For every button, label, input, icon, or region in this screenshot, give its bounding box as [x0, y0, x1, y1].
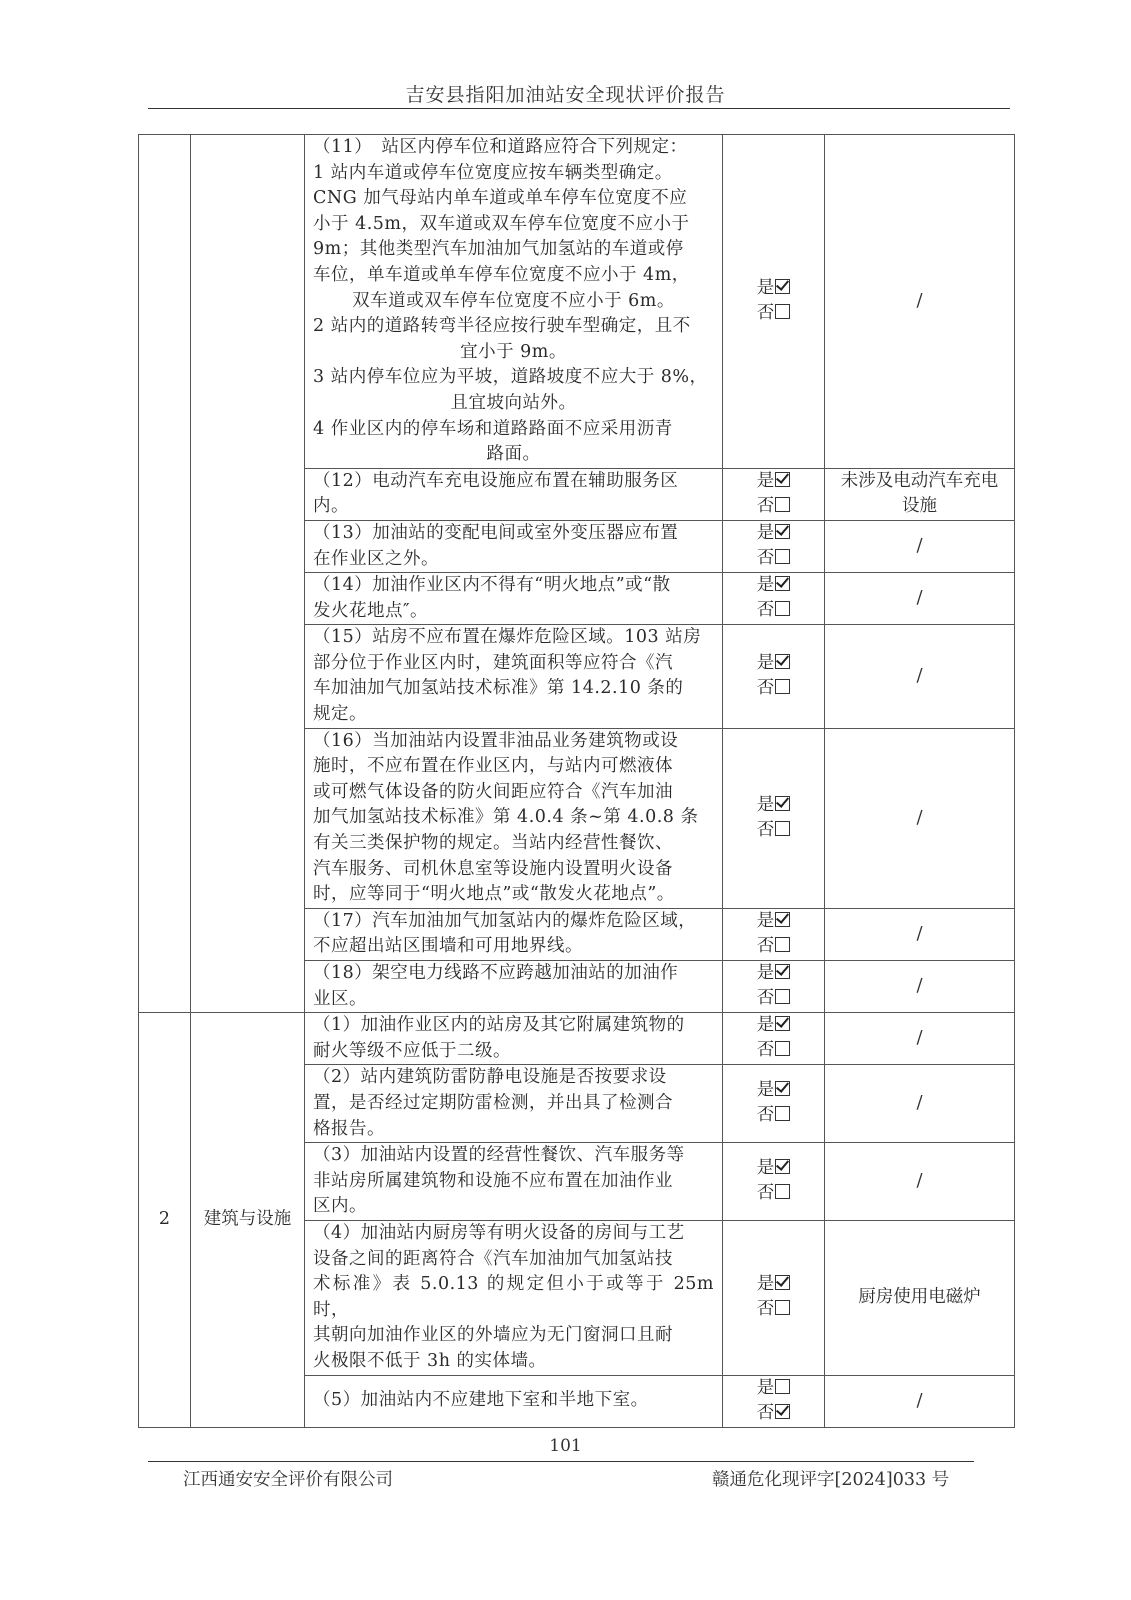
requirement-text [305, 468, 723, 520]
remark-text: / [916, 587, 923, 609]
no-option-label: 否 [756, 988, 775, 1009]
requirement-line: 双车道或双车停车位宽度不应小于 6m。 [352, 290, 675, 311]
yes-option [757, 469, 791, 494]
remark-text: / [916, 290, 923, 312]
checked-box-icon [775, 964, 790, 979]
requirement-line: 2 站内的道路转弯半径应按行驶车型确定，且不 [313, 316, 691, 337]
yes-option [757, 1156, 791, 1181]
requirement-line: 汽车服务、司机休息室等设施内设置明火设备 [313, 858, 673, 879]
yes-option [757, 1272, 791, 1297]
requirement-line: 置，是否经过定期防雷检测，并出具了检测合 [313, 1092, 673, 1113]
requirement-line: 格报告。 [313, 1118, 385, 1139]
no-option [757, 1181, 791, 1206]
checked-box-icon [775, 576, 790, 591]
remark-text: 未涉及电动汽车充电设施 [840, 470, 999, 517]
no-option-label: 否 [756, 1299, 775, 1320]
table-row [139, 135, 1015, 469]
checked-box-icon [775, 796, 790, 811]
no-option-label: 否 [756, 936, 775, 957]
checked-box-icon [775, 1404, 790, 1419]
requirement-text [305, 908, 723, 960]
no-option [757, 676, 791, 701]
no-option [757, 598, 791, 623]
empty-box-icon [775, 937, 790, 952]
yes-option-label: 是 [756, 278, 775, 299]
empty-box-icon [775, 679, 790, 694]
result-cell [723, 520, 825, 572]
no-option-label: 否 [756, 678, 775, 699]
requirement-line: 不应超出站区围墙和可用地界线。 [313, 936, 583, 957]
requirement-line: 车位，单车道或单车停车位宽度不应小于 4m， [313, 264, 690, 285]
no-option-label: 否 [756, 1402, 775, 1423]
requirement-line: （11） 站区内停车位和道路应符合下列规定： [313, 137, 688, 157]
requirement-line: （2）站内建筑防雷防静电设施是否按要求设 [313, 1067, 667, 1088]
empty-box-icon [775, 304, 790, 319]
company-name: 江西通安安全评价有限公司 [183, 1470, 393, 1490]
requirement-text [305, 573, 723, 625]
remark-cell [825, 908, 1015, 960]
yes-option [757, 1376, 791, 1401]
remark-text: / [916, 535, 923, 557]
no-option-label: 否 [756, 1105, 775, 1126]
requirement-text [305, 1013, 723, 1065]
group2-category-cell: 建筑与设施 [191, 1013, 305, 1427]
no-option-label: 否 [756, 1183, 775, 1204]
checked-box-icon [775, 524, 790, 539]
report-title: 吉安县指阳加油站安全现状评价报告 [405, 84, 726, 106]
result-cell [723, 1220, 825, 1375]
result-cell [723, 468, 825, 520]
no-option-label: 否 [756, 496, 775, 517]
requirement-line: （5）加油站内不应建地下室和半地下室。 [313, 1390, 649, 1411]
requirement-line: 小于 4.5m，双车道或双车停车位宽度不应小于 [313, 213, 690, 234]
requirement-line: 路面。 [486, 444, 541, 465]
remark-text: / [916, 1170, 923, 1192]
checked-box-icon [775, 1159, 790, 1174]
requirement-text [305, 520, 723, 572]
requirement-line: （3）加油站内设置的经营性餐饮、汽车服务等 [313, 1145, 685, 1166]
yes-option-label: 是 [756, 1377, 775, 1398]
result-cell [723, 908, 825, 960]
no-option-label: 否 [756, 303, 775, 324]
requirement-text [305, 1065, 723, 1143]
remark-cell [825, 1220, 1015, 1375]
empty-box-icon [775, 497, 790, 512]
requirement-text [305, 135, 723, 469]
remark-cell [825, 728, 1015, 908]
no-option-label: 否 [756, 600, 775, 621]
empty-box-icon [775, 1106, 790, 1121]
yes-option-label: 是 [756, 1158, 775, 1179]
remark-text: / [916, 665, 923, 687]
remark-text: / [916, 975, 923, 997]
remark-text: / [916, 923, 923, 945]
remark-text: 厨房使用电磁炉 [858, 1286, 981, 1307]
yes-option-label: 是 [756, 523, 775, 544]
no-option [757, 934, 791, 959]
no-option [757, 1038, 791, 1063]
remark-cell [825, 135, 1015, 469]
page-number: 101 [549, 1436, 582, 1456]
no-option [757, 546, 791, 571]
requirement-line: 或可燃气体设备的防火间距应符合《汽车加油 [313, 781, 673, 802]
requirement-line: 发火花地点″。 [313, 600, 429, 621]
yes-option [757, 276, 791, 301]
no-option [757, 301, 791, 326]
remark-cell [825, 961, 1015, 1013]
result-cell [723, 625, 825, 728]
requirement-line: CNG 加气母站内单车道或单车停车位宽度不应 [313, 188, 688, 209]
checked-box-icon [775, 1016, 790, 1031]
requirement-text [305, 1220, 723, 1375]
no-option [757, 1297, 791, 1322]
group1-seq-cell [139, 135, 191, 1013]
requirement-line: 宜小于 9m。 [460, 341, 567, 362]
footer-divider [148, 1461, 974, 1462]
document-number: 赣通危化现评字[2024]033 号 [712, 1470, 950, 1490]
requirement-line: 1 站内车道或停车位宽度应按车辆类型确定。 [313, 162, 673, 183]
yes-option-label: 是 [756, 963, 775, 984]
header-divider [148, 108, 1010, 109]
yes-option-label: 是 [756, 653, 775, 674]
group1-category-cell [191, 135, 305, 1013]
requirement-line: 4 作业区内的停车场和道路路面不应采用沥青 [313, 418, 673, 439]
requirement-text [305, 625, 723, 728]
empty-box-icon [775, 1379, 790, 1394]
remark-cell [825, 625, 1015, 728]
requirement-line: 车加油加气加氢站技术标准》第 14.2.10 条的 [313, 678, 684, 699]
result-cell [723, 728, 825, 908]
requirement-line: 业区。 [313, 988, 367, 1009]
no-option [757, 1103, 791, 1128]
no-option [757, 986, 791, 1011]
remark-cell [825, 573, 1015, 625]
requirement-line: （16）当加油站内设置非油品业务建筑物或设 [313, 730, 679, 751]
yes-option [757, 651, 791, 676]
remark-cell [825, 1143, 1015, 1221]
result-cell [723, 1143, 825, 1221]
remark-cell [825, 468, 1015, 520]
empty-box-icon [775, 989, 790, 1004]
yes-option [757, 521, 791, 546]
empty-box-icon [775, 601, 790, 616]
checked-box-icon [775, 279, 790, 294]
requirement-line: （4）加油站内厨房等有明火设备的房间与工艺 [313, 1222, 685, 1243]
remark-cell [825, 1065, 1015, 1143]
group2-seq-cell: 2 [139, 1013, 191, 1427]
requirement-line: （17）汽车加油加气加氢站内的爆炸危险区域， [313, 910, 697, 931]
requirement-line: 火极限不低于 3h 的实体墙。 [313, 1350, 547, 1371]
no-option-label: 否 [756, 819, 775, 840]
result-cell [723, 1013, 825, 1065]
requirement-line: 3 站内停车位应为平坡，道路坡度不应大于 8%， [313, 367, 708, 388]
requirement-line: （1）加油作业区内的站房及其它附属建筑物的 [313, 1015, 685, 1036]
result-cell [723, 573, 825, 625]
requirement-line: 内。 [313, 496, 349, 517]
requirement-line: 9m；其他类型汽车加油加气加氢站的车道或停 [313, 239, 684, 260]
requirement-line: 在作业区之外。 [313, 548, 439, 569]
remark-cell [825, 1013, 1015, 1065]
checked-box-icon [775, 1275, 790, 1290]
no-option [757, 494, 791, 519]
result-cell [723, 1065, 825, 1143]
table-row [139, 1013, 1015, 1065]
checked-box-icon [775, 472, 790, 487]
empty-box-icon [775, 1041, 790, 1056]
result-cell [723, 135, 825, 469]
requirement-line: 非站房所属建筑物和设施不应布置在加油作业 [313, 1170, 673, 1191]
remark-text: / [916, 806, 923, 828]
no-option-label: 否 [756, 548, 775, 569]
yes-option [757, 1078, 791, 1103]
requirement-line: 施时，不应布置在作业区内，与站内可燃液体 [313, 756, 673, 777]
requirement-text [305, 961, 723, 1013]
remark-cell [825, 1375, 1015, 1427]
requirement-line: 时，应等同于“明火地点”或“散发火花地点”。 [313, 884, 675, 905]
requirement-line: 其朝向加油作业区的外墙应为无门窗洞口且耐 [313, 1325, 673, 1346]
no-option [757, 818, 791, 843]
empty-box-icon [775, 1300, 790, 1315]
requirement-text [305, 728, 723, 908]
yes-option [757, 909, 791, 934]
requirement-line: 部分位于作业区内时，建筑面积等应符合《汽 [313, 652, 673, 673]
checked-box-icon [775, 912, 790, 927]
yes-option-label: 是 [756, 1080, 775, 1101]
requirement-line: （15）站房不应布置在爆炸危险区域。103 站房 [313, 627, 702, 648]
requirement-text [305, 1143, 723, 1221]
yes-option [757, 793, 791, 818]
requirement-line: 且宜坡向站外。 [450, 392, 577, 413]
no-option-label: 否 [756, 1040, 775, 1061]
requirement-line: （14）加油作业区内不得有“明火地点”或“散 [313, 575, 671, 596]
remark-text: / [916, 1389, 923, 1411]
yes-option-label: 是 [756, 1015, 775, 1036]
no-option [757, 1401, 791, 1426]
requirement-line: 区内。 [313, 1196, 367, 1217]
checked-box-icon [775, 654, 790, 669]
requirement-line: 耐火等级不应低于二级。 [313, 1040, 511, 1061]
inspection-table [138, 134, 1015, 1428]
requirement-line: 术标准》表 5.0.13 的规定但小于或等于 25m 时， [313, 1274, 714, 1320]
empty-box-icon [775, 549, 790, 564]
requirement-line: 加气加氢站技术标准》第 4.0.4 条~第 4.0.8 条 [313, 807, 699, 828]
requirement-line: 规定。 [313, 704, 367, 725]
remark-text: / [916, 1027, 923, 1049]
yes-option [757, 961, 791, 986]
result-cell [723, 961, 825, 1013]
requirement-line: （12）电动汽车充电设施应布置在辅助服务区 [313, 470, 679, 491]
requirement-line: （13）加油站的变配电间或室外变压器应布置 [313, 522, 679, 543]
remark-text: / [916, 1092, 923, 1114]
empty-box-icon [775, 821, 790, 836]
yes-option-label: 是 [756, 471, 775, 492]
checked-box-icon [775, 1081, 790, 1096]
yes-option-label: 是 [756, 1274, 775, 1295]
yes-option [757, 573, 791, 598]
empty-box-icon [775, 1184, 790, 1199]
yes-option-label: 是 [756, 794, 775, 815]
result-cell [723, 1375, 825, 1427]
requirement-line: 设备之间的距离符合《汽车加油加气加氢站技 [313, 1248, 673, 1269]
requirement-line: 有关三类保护物的规定。当站内经营性餐饮、 [313, 833, 673, 854]
yes-option [757, 1013, 791, 1038]
remark-cell [825, 520, 1015, 572]
yes-option-label: 是 [756, 911, 775, 932]
requirement-line: （18）架空电力线路不应跨越加油站的加油作 [313, 963, 679, 983]
requirement-text [305, 1375, 723, 1427]
yes-option-label: 是 [756, 575, 775, 596]
